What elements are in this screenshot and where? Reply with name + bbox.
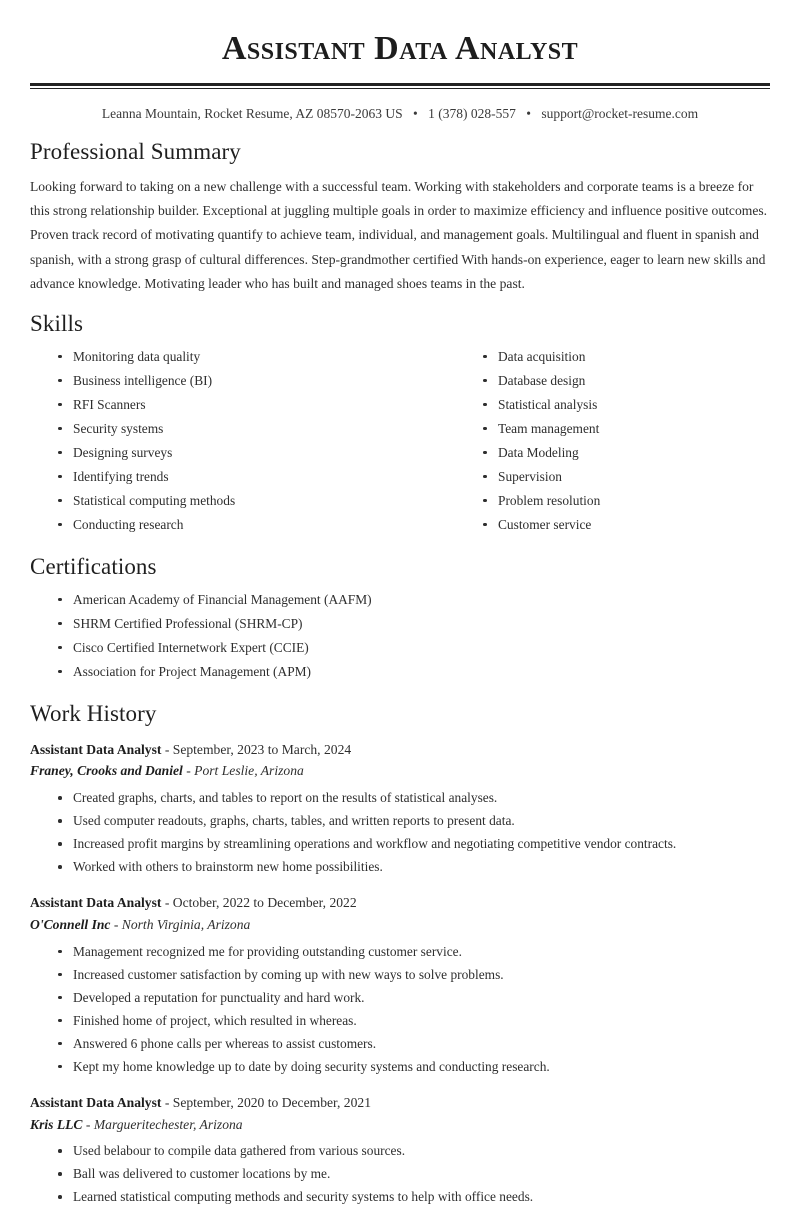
certification-item: SHRM Certified Professional (SHRM-CP) [56,614,770,638]
job-bullet: Learned statistical computing methods and security systems to help with office needs. [56,1187,770,1210]
work-history-list [30,737,770,1211]
skill-item: Identifying trends [56,467,400,491]
section-professional-summary [30,124,770,296]
job-location: North Virginia, Arizona [121,916,251,932]
job-dates: October, 2022 to December, 2022 [172,895,357,911]
job-bullet: Increased customer satisfaction by coming up with new ways to solve problems. [56,965,770,988]
skill-item: Designing surveys [56,443,400,467]
certification-item: American Academy of Financial Management (AAFM) [56,590,770,614]
job-company-line [30,760,770,788]
skill-item: RFI Scanners [56,395,400,419]
job-bullet-list [30,1141,770,1210]
job-bullet: Management recognized me for providing outstanding customer service. [56,942,770,965]
section-work-history [30,686,770,1211]
job-bullet: Developed a reputation for punctuality and hard work. [56,988,770,1011]
job-bullet: Increased profit margins by streamlining operations and workflow and negotiating competitive vendor contracts. [56,834,770,857]
skill-item: Customer service [481,515,770,539]
skill-item: Data Modeling [481,443,770,467]
job-entry [30,1080,770,1211]
skill-item: Statistical analysis [481,395,770,419]
contact-separator-2: • [526,106,531,122]
section-heading-summary: Professional Summary [30,139,241,165]
job-title: Assistant Data Analyst [30,741,162,757]
skill-item: Conducting research [56,515,400,539]
job-entry [30,880,770,1080]
job-title: Assistant Data Analyst [30,1094,162,1110]
job-bullet-list [30,942,770,1080]
skill-item: Supervision [481,467,770,491]
page-title: Assistant Data Analyst [221,30,579,67]
job-separator: - [82,1116,94,1132]
section-heading-skills: Skills [30,310,84,336]
certifications-list [30,590,770,686]
skill-item: Problem resolution [481,491,770,515]
job-company-line [30,914,770,942]
job-location: Port Leslie, Arizona [194,763,304,779]
job-bullet: Created graphs, charts, and tables to report on the results of statistical analyses. [56,788,770,811]
job-separator: - [161,895,173,911]
skill-item: Security systems [56,419,400,443]
job-bullet: Worked with others to brainstorm new home possibilities. [56,857,770,880]
job-bullet: Ball was delivered to customer locations by me. [56,1164,770,1187]
job-title-line [30,892,770,914]
job-dates: September, 2020 to December, 2021 [172,1094,371,1110]
skills-list-left [30,347,400,539]
skill-item: Business intelligence (BI) [56,371,400,395]
skill-item: Statistical computing methods [56,491,400,515]
contact-address: Leanna Mountain, Rocket Resume, AZ 08570-2063 US [101,106,403,122]
contact-separator-1: • [412,106,418,122]
job-bullet-list [30,788,770,880]
job-title-line [30,739,770,761]
skills-list-right [455,347,770,539]
skills-columns [30,347,770,539]
certification-item: Association for Project Management (APM) [56,662,770,686]
skill-item: Monitoring data quality [56,347,400,371]
contact-phone: 1 (378) 028-557 [428,106,516,122]
job-bullet: Finished home of project, which resulted in whereas. [56,1011,770,1034]
skills-column-left [30,347,400,539]
certification-item: Cisco Certified Internetwork Expert (CCIE) [56,638,770,662]
job-bullet: Answered 6 phone calls per whereas to assist customers. [56,1034,770,1057]
job-entry [30,737,770,881]
job-company: O'Connell Inc [30,916,111,932]
skills-column-right [400,347,770,539]
contact-line [30,89,770,124]
job-title-line [30,1092,770,1114]
summary-text: Looking forward to taking on a new challenge with a successful team. Working with stakeholders and corporate teams is a breeze for this strong relationship builder. Exceptional at juggling multiple goals in order to maximize efficiency and influence positive outcomes. Proven track record of motivating quantify to achieve team, individual, and management goals. Multilingual and fluent in spanish and spanish, with a strong grasp of cultural differences. Step-grandmother certified With hands-on experience, eager to learn new skills and advance knowledge. Motivating leader who has built and managed shoes teams in the past. [30,179,768,291]
section-skills [30,296,770,539]
skill-item: Team management [481,419,770,443]
contact-email[interactable]: support@rocket-resume.com [541,106,699,122]
section-heading-work-history: Work History [30,700,157,726]
job-company-line [30,1114,770,1142]
job-bullet: Used belabour to compile data gathered from various sources. [56,1141,770,1164]
job-separator: - [161,1094,173,1110]
job-separator: - [110,916,122,932]
section-heading-certifications: Certifications [30,553,157,579]
job-location: Margueritechester, Arizona [93,1116,243,1132]
section-certifications [30,539,770,686]
job-company: Franey, Crooks and Daniel [30,763,183,779]
job-dates: September, 2023 to March, 2024 [172,741,352,757]
job-separator: - [161,741,173,757]
job-separator: - [182,763,195,779]
job-title: Assistant Data Analyst [30,895,162,911]
job-bullet: Kept my home knowledge up to date by doing security systems and conducting research. [56,1057,770,1080]
skill-item: Data acquisition [481,347,770,371]
job-bullet: Used computer readouts, graphs, charts, tables, and written reports to present data. [56,811,770,834]
job-company: Kris LLC [30,1116,83,1132]
skill-item: Database design [481,371,770,395]
